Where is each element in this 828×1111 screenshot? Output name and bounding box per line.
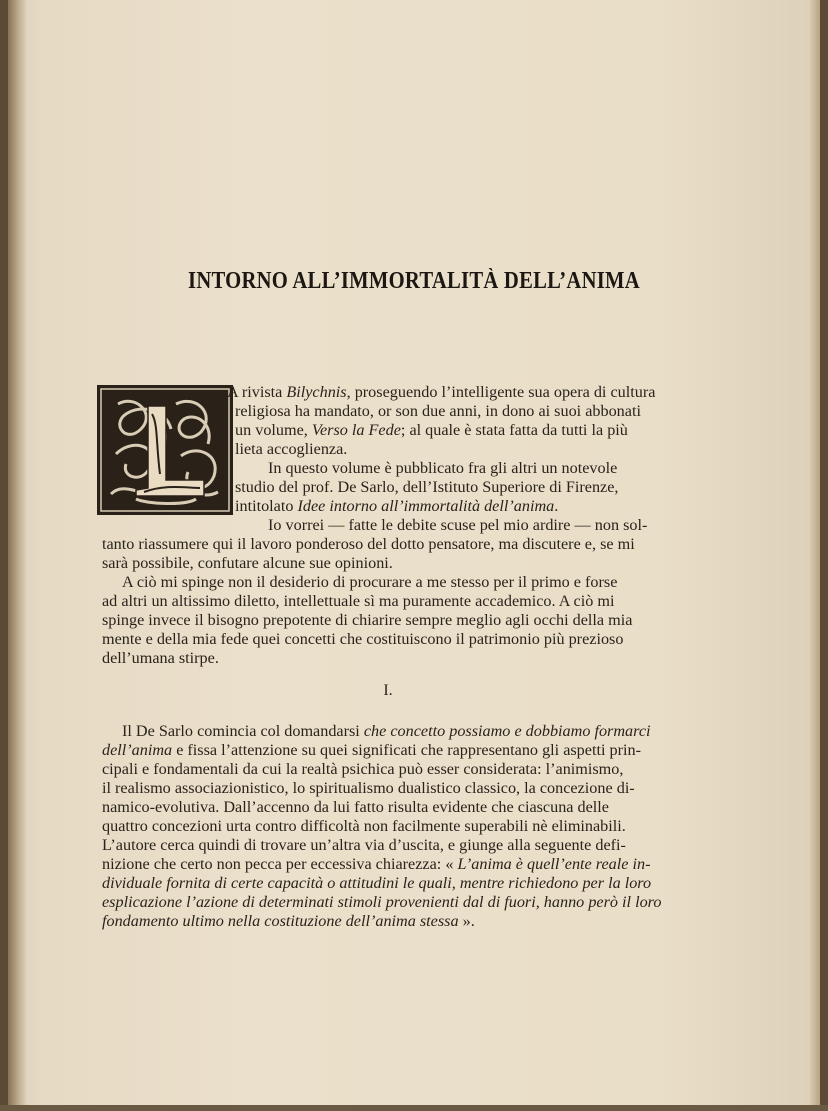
intro-line-4: lieta accoglienza. bbox=[235, 440, 348, 458]
intro-line-7: intitolato Idee intorno all’immortalità dell’anima. bbox=[235, 497, 559, 515]
book-spine bbox=[8, 0, 26, 1111]
section-number: I. bbox=[383, 682, 393, 699]
intro-line-1: A rivista Bilychnis, proseguendo l’intelligente sua opera di cultura bbox=[227, 383, 656, 401]
intro-line-15: dell’umana stirpe. bbox=[102, 649, 219, 667]
book-page bbox=[8, 0, 820, 1111]
article-title: INTORNO ALL’IMMORTALITÀ DELL’ANIMA bbox=[188, 268, 640, 294]
intro-line-6: studio del prof. De Sarlo, dell’Istituto Superiore di Firenze, bbox=[235, 478, 619, 496]
intro-line-11: A ciò mi spinge non il desiderio di procurare a me stesso per il primo e forse bbox=[122, 573, 618, 591]
intro-line-14: mente e della mia fede quei concetti che costituiscono il patrimonio più prezioso bbox=[102, 630, 624, 648]
section-line-4: il realismo associazionistico, lo spiritualismo dualistico classico, la concezione di- bbox=[102, 779, 635, 797]
section-line-6: quattro concezioni urta contro difficoltà non facilmente superabili nè eliminabili. bbox=[102, 817, 626, 835]
section-line-8: nizione che certo non pecca per eccessiva chiarezza: « L’anima è quell’ente reale in- bbox=[102, 855, 651, 873]
intro-line-5: In questo volume è pubblicato fra gli altri un notevole bbox=[268, 459, 618, 477]
section-line-2: dell’anima e fissa l’attenzione su quei significati che rappresentano gli aspetti prin- bbox=[102, 741, 641, 759]
intro-line-12: ad altri un altissimo diletto, intellettuale sì ma puramente accademico. A ciò mi bbox=[102, 592, 615, 610]
section-line-5: namico-evolutiva. Dall’accenno da lui fatto risulta evidente che ciascuna delle bbox=[102, 798, 609, 816]
section-line-7: L’autore cerca quindi di trovare un’altra via d’uscita, e giunge alla seguente defi- bbox=[102, 836, 626, 854]
section-line-3: cipali e fondamentali da cui la realtà psichica può esser considerata: l’animismo, bbox=[102, 760, 624, 778]
section-line-11: fondamento ultimo nella costituzione dell’anima stessa ». bbox=[102, 912, 475, 930]
section-line-1: Il De Sarlo comincia col domandarsi che concetto possiamo e dobbiamo formarci bbox=[122, 722, 651, 740]
bottom-edge bbox=[0, 1105, 828, 1111]
intro-line-2: religiosa ha mandato, or son due anni, in dono ai suoi abbonati bbox=[235, 402, 641, 420]
ornamental-initial-l-icon bbox=[96, 384, 234, 516]
intro-line-8: Io vorrei — fatte le debite scuse pel mio ardire — non sol- bbox=[268, 516, 648, 534]
intro-line-3: un volume, Verso la Fede; al quale è stata fatta da tutti la più bbox=[235, 421, 628, 439]
intro-line-10: sarà possibile, confutare alcune sue opinioni. bbox=[102, 554, 393, 572]
section-line-9: dividuale fornita di certe capacità o attitudini le quali, mentre richiedono per la loro bbox=[102, 874, 652, 892]
page-edge bbox=[810, 0, 820, 1111]
intro-line-13: spinge invece il bisogno prepotente di chiarire sempre meglio agli occhi della mia bbox=[102, 611, 633, 629]
intro-line-9: tanto riassumere qui il lavoro ponderoso del dotto pensatore, ma discutere e, se mi bbox=[102, 535, 635, 553]
section-line-10: esplicazione l’azione di determinati stimoli provenienti dal di fuori, hanno però il loro bbox=[102, 893, 662, 911]
